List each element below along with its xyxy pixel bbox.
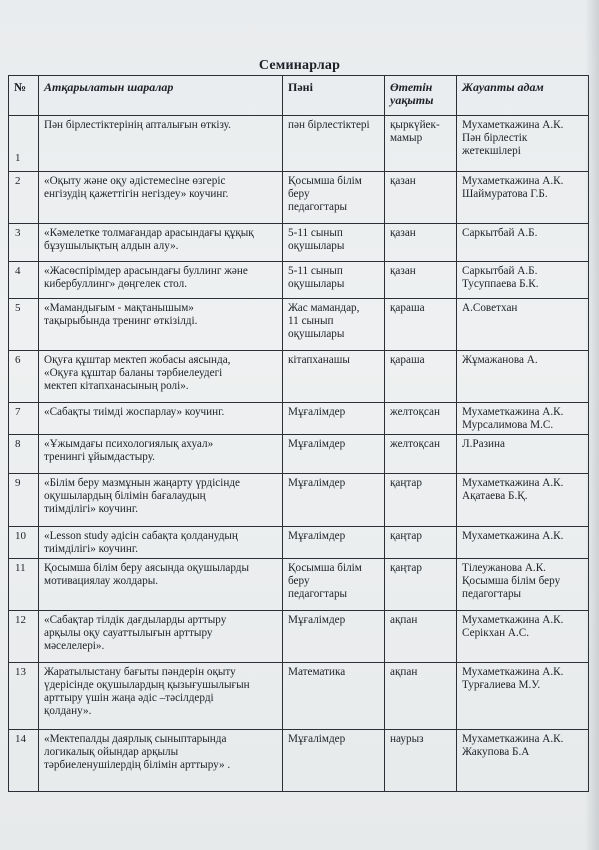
row-number: 12 <box>9 611 39 663</box>
row-responsible: А.Советхан <box>457 299 589 351</box>
row-event: «Мектепалды даярлық сыныптарында логикалық ойындар арқылы тәрбиеленушілердің білімін арттыру» . <box>39 730 283 792</box>
row-event: «Ұжымдағы психологиялық ахуал» тренингі ұйымдастыру. <box>39 435 283 474</box>
header-subject: Пәні <box>283 76 385 116</box>
page-title: Семинарлар <box>258 58 341 73</box>
table-row <box>9 116 589 172</box>
table-row <box>9 351 589 403</box>
row-number: 2 <box>9 172 39 224</box>
row-event: «Білім беру мазмұнын жаңарту үрдісінде оқушылардың білімін бағалаудың тиімділігі» коучинг. <box>39 474 283 527</box>
row-number: 13 <box>9 663 39 730</box>
row-subject: Жас мамандар, 11 сынып оқушылары <box>283 299 385 351</box>
table-row <box>9 559 589 611</box>
row-responsible: Мухаметкажина А.К. Турғалиева М.У. <box>457 663 589 730</box>
row-event: «Кәмелетке толмағандар арасындағы құқық бұзушылықтың алдын алу». <box>39 224 283 262</box>
table-row <box>9 172 589 224</box>
row-event: «Мамандығым - мақтанышым» тақырыбында тренинг өткізілді. <box>39 299 283 351</box>
row-time: қазан <box>385 224 457 262</box>
row-event: «Сабақтар тілдік дағдыларды арттыру арқылы оқу сауаттылығын арттыру мәселелері». <box>39 611 283 663</box>
row-subject: Қосымша білім беру педагогтары <box>283 559 385 611</box>
row-responsible: Мухаметкажина А.К. Ақатаева Б.Қ. <box>457 474 589 527</box>
row-event: Оқуға құштар мектеп жобасы аясында, «Оқуға құштар баланы тәрбиелеудегі мектеп кітапханасының ролі». <box>39 351 283 403</box>
row-number: 5 <box>9 299 39 351</box>
row-subject: Мұғалімдер <box>283 474 385 527</box>
row-time: қыркүйек- мамыр <box>385 116 457 172</box>
table-row <box>9 435 589 474</box>
table-row <box>9 299 589 351</box>
row-number: 3 <box>9 224 39 262</box>
table-row <box>9 611 589 663</box>
table-row <box>9 403 589 435</box>
row-event: «Жасөспірімдер арасындағы буллинг және кибербуллинг» дөңгелек стол. <box>39 262 283 299</box>
row-time: наурыз <box>385 730 457 792</box>
row-number: 1 <box>9 116 39 172</box>
seminars-table <box>8 75 589 792</box>
row-subject: Мұғалімдер <box>283 435 385 474</box>
row-responsible: Мухаметкажина А.К. Мурсалимова М.С. <box>457 403 589 435</box>
row-number: 10 <box>9 527 39 559</box>
table-row <box>9 527 589 559</box>
row-responsible: Саркытбай А.Б. Тусуппаева Б.К. <box>457 262 589 299</box>
row-number: 8 <box>9 435 39 474</box>
row-subject: кітапханашы <box>283 351 385 403</box>
row-time: қаңтар <box>385 474 457 527</box>
row-event: «Сабақты тиімді жоспарлау» коучинг. <box>39 403 283 435</box>
row-time: желтоқсан <box>385 403 457 435</box>
row-number: 9 <box>9 474 39 527</box>
row-number: 11 <box>9 559 39 611</box>
row-number: 7 <box>9 403 39 435</box>
table-row <box>9 224 589 262</box>
row-responsible: Мухаметкажина А.К. Жакупова Б.А <box>457 730 589 792</box>
row-subject: Математика <box>283 663 385 730</box>
row-responsible: Саркытбай А.Б. <box>457 224 589 262</box>
row-time: қаңтар <box>385 527 457 559</box>
row-event: «Оқыту және оқу әдістемесіне өзгеріс енгізудің қажеттігін негіздеу» коучинг. <box>39 172 283 224</box>
table-row <box>9 663 589 730</box>
row-subject: Мұғалімдер <box>283 403 385 435</box>
row-responsible: Жұмажанова А. <box>457 351 589 403</box>
row-subject: 5-11 сынып оқушылары <box>283 262 385 299</box>
header-event: Атқарылатын шаралар <box>39 76 283 116</box>
header-time: Өтетін уақыты <box>385 76 457 116</box>
row-responsible: Мухаметкажина А.К. Шаймуратова Г.Б. <box>457 172 589 224</box>
row-number: 6 <box>9 351 39 403</box>
table-header-row <box>9 76 589 116</box>
row-event: Жаратылыстану бағыты пәндерін оқыту үдерісінде оқушылардың қызығушылығын арттыру үшін жаңа әдіс –тәсілдерді қолдану». <box>39 663 283 730</box>
header-number: № <box>9 76 39 116</box>
row-time: ақпан <box>385 611 457 663</box>
row-event: «Lesson study әдісін сабақта қолданудың тиімділігі» коучинг. <box>39 527 283 559</box>
row-time: ақпан <box>385 663 457 730</box>
row-time: қаңтар <box>385 559 457 611</box>
row-subject: Мұғалімдер <box>283 611 385 663</box>
row-time: қазан <box>385 172 457 224</box>
row-responsible: Мухаметкажина А.К. Серікхан А.С. <box>457 611 589 663</box>
row-subject: пән бірлестіктері <box>283 116 385 172</box>
row-time: қазан <box>385 262 457 299</box>
row-time: желтоқсан <box>385 435 457 474</box>
row-time: қараша <box>385 299 457 351</box>
row-responsible: Л.Разина <box>457 435 589 474</box>
row-subject: Мұғалімдер <box>283 527 385 559</box>
row-number: 4 <box>9 262 39 299</box>
row-subject: Қосымша білім беру педагогтары <box>283 172 385 224</box>
table-row <box>9 262 589 299</box>
row-subject: Мұғалімдер <box>283 730 385 792</box>
header-responsible: Жауапты адам <box>457 76 589 116</box>
row-subject: 5-11 сынып оқушылары <box>283 224 385 262</box>
table-row <box>9 474 589 527</box>
row-responsible: Тілеужанова А.К. Қосымша білім беру педагогтары <box>457 559 589 611</box>
row-event: Қосымша білім беру аясында оқушыларды мотивациялау жолдары. <box>39 559 283 611</box>
table-row <box>9 730 589 792</box>
row-responsible: Мухаметкажина А.К. Пән бірлестік жетекшілері <box>457 116 589 172</box>
row-event: Пән бірлестіктерінің апталығын өткізу. <box>39 116 283 172</box>
row-time: қараша <box>385 351 457 403</box>
row-responsible: Мухаметкажина А.К. <box>457 527 589 559</box>
row-number: 14 <box>9 730 39 792</box>
